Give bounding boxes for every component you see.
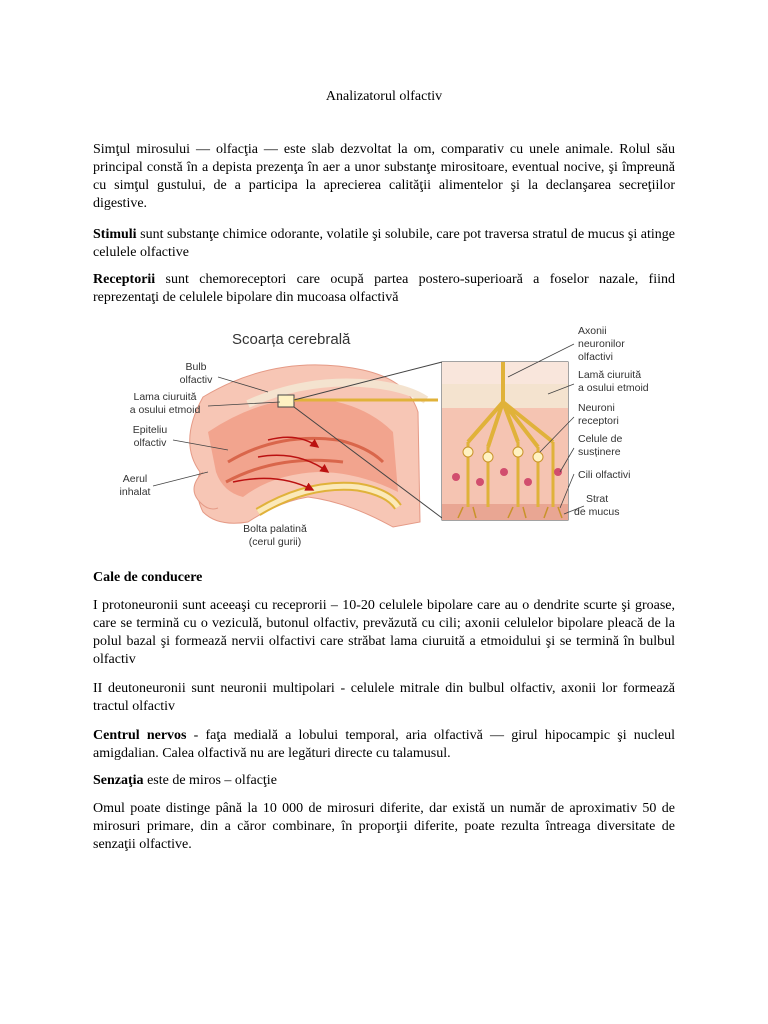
label-cili: Cili olfactivi <box>578 469 631 481</box>
receptors-text: sunt chemoreceptori care ocupă partea postero-superioară a foselor nazale, fiind reprezentaţi de celulele bipolare din mucoasa olfactivă <box>93 272 675 305</box>
label-lama-left-2: a osului etmoid <box>129 404 201 416</box>
label-neuroni-1: Neuroni <box>578 402 615 414</box>
receptors-term: Receptorii <box>93 272 156 287</box>
pathway-heading: Cale de conducere <box>93 570 203 585</box>
sensation-term: Senzaţia <box>93 773 144 788</box>
document-title: Analizatorul olfactiv <box>325 89 443 104</box>
label-lama-left-1: Lama ciuruită <box>133 391 197 403</box>
figure-title: Scoarța cerebrală <box>232 331 351 348</box>
label-strat-1: Strat <box>586 493 609 505</box>
label-aerul-1: Aerul <box>122 473 148 485</box>
label-bolta-2: (cerul gurii) <box>248 536 302 548</box>
label-axonii-2: neuronilor <box>578 338 625 350</box>
label-axonii-3: olfactivi <box>578 351 614 363</box>
label-celule-2: susținere <box>578 446 621 458</box>
label-celule-1: Celule de <box>578 433 623 445</box>
pathway-paragraph-1: I protoneuronii sunt aceeaşi cu receprorii – 10-20 celulele bipolare care au o dendrite scurte şi groase, care se termină cu o veziculă, butonul olfactiv, prevăzută cu cili; axonii celulelor bipolare pleacă de la polul bazal şi formează nervii olfactivi care străbat lama ciuruită a etmoidului şi se termină în bulbul olfactiv <box>93 598 675 667</box>
center-text: - faţa medială a lobului temporal, aria olfactivă — girul hipocampic şi nucleul amigdalian. Calea olfactivă nu are legături directe cu talamusul. <box>93 728 676 761</box>
stimuli-text: sunt substanţe chimice odorante, volatile şi solubile, care pot traversa stratul de mucus şi atinge celulele olfactive <box>93 227 675 260</box>
label-neuroni-2: receptori <box>578 415 619 427</box>
olfactory-illustration <box>108 322 668 554</box>
label-bulb-2: olfactiv <box>179 374 213 386</box>
label-lama-right-1: Lamă ciuruită <box>578 369 642 381</box>
label-strat-2: de mucus <box>574 506 620 518</box>
label-axonii-1: Axonii <box>578 325 607 337</box>
label-bulb-1: Bulb <box>185 361 207 373</box>
pathway-paragraph-2: II deutoneuronii sunt neuronii multipolari - celulele mitrale din bulbul olfactiv, axonii lor formează tractul olfactiv <box>93 681 675 714</box>
nasal-cavity-section <box>190 365 438 527</box>
center-paragraph <box>93 727 675 763</box>
sensation-text: este de miros – olfacţie <box>143 773 277 788</box>
stimuli-term: Stimuli <box>93 227 137 242</box>
center-term: Centrul nervos <box>93 728 187 743</box>
stimuli-paragraph <box>93 226 675 262</box>
label-bolta-1: Bolta palatină <box>243 523 307 535</box>
olfactory-figure <box>108 322 668 554</box>
label-aerul-2: inhalat <box>119 486 151 498</box>
receptors-paragraph <box>93 271 675 307</box>
intro-paragraph: Simţul mirosului — olfacţia — este slab dezvoltat la om, comparativ cu unele animale. Rolul său principal constă în a depista prezenţa în aer a unor substanţe mirositoare, eventual nocive, şi împreună cu simţul gustului, de a participa la aprecierea calităţii alimentelor şi la declanşarea secreţiilor digestive. <box>93 142 675 211</box>
epithelium-magnified <box>442 362 568 520</box>
sensation-paragraph <box>93 772 675 790</box>
label-epiteliu-2: olfactiv <box>133 437 167 449</box>
label-epiteliu-1: Epiteliu <box>132 424 168 436</box>
final-paragraph: Omul poate distinge până la 10 000 de mirosuri diferite, dar există un număr de aproximativ 50 de mirosuri primare, din a căror combinare, în proporţii diferite, poate rezulta întreaga diversitate de senzaţii olfactive. <box>93 801 675 852</box>
label-lama-right-2: a osului etmoid <box>578 382 649 394</box>
